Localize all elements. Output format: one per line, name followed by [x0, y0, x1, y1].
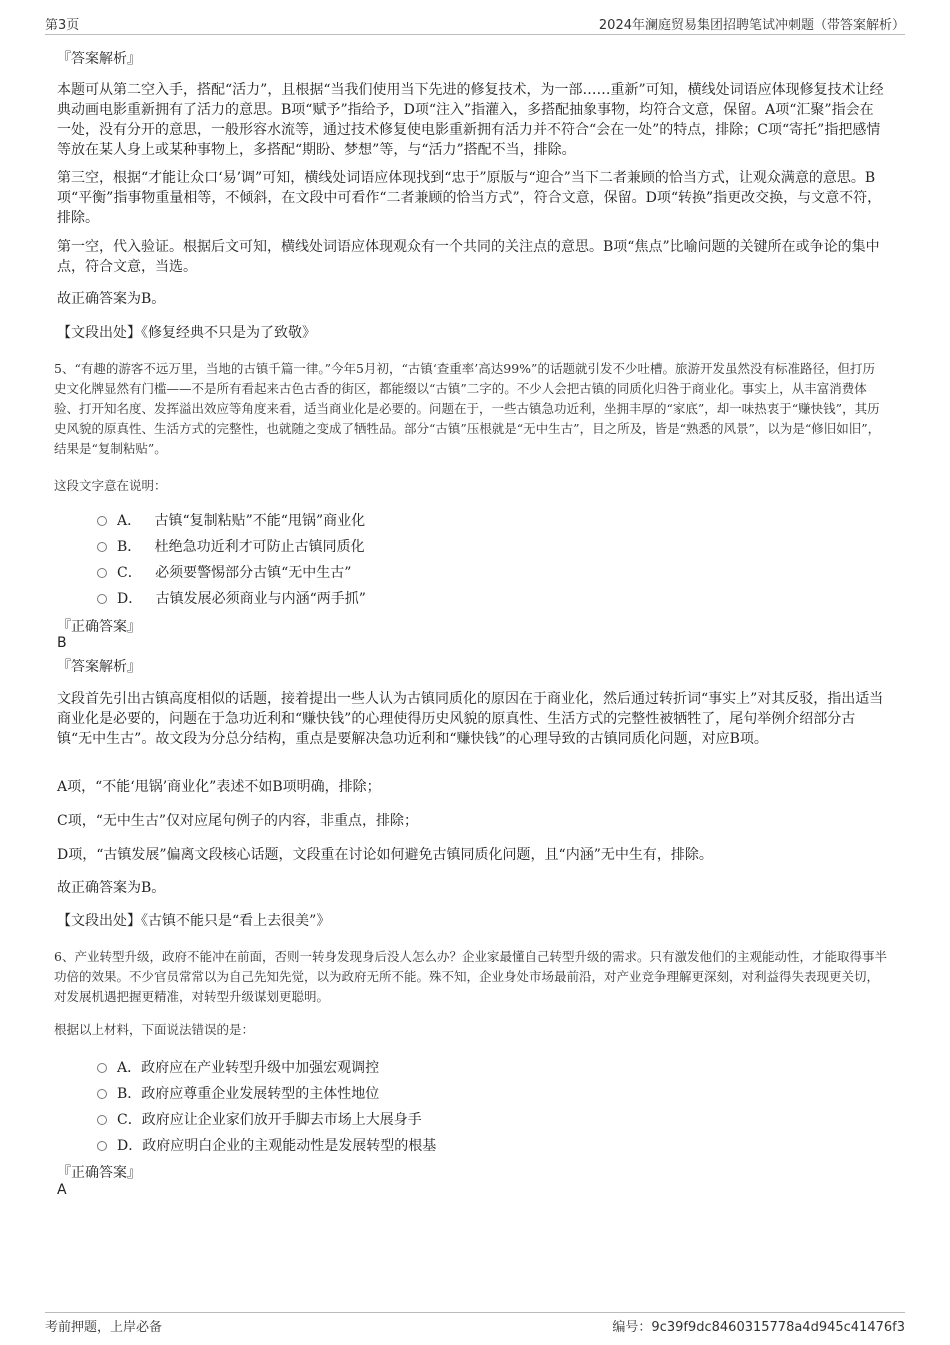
option-d[interactable]: D． 古镇发展必须商业与内涵“两手抓”: [97, 588, 366, 608]
option-d[interactable]: D．政府应明白企业的主观能动性是发展转型的根基: [97, 1135, 436, 1155]
conclusion: 故正确答案为B。: [57, 291, 166, 307]
analysis-paragraph: C项，“无中生古”仅对应尾句例子的内容，非重点，排除；: [57, 813, 419, 829]
page-footer: [45, 1312, 905, 1335]
question-stem: 6、产业转型升级，政府不能冲在前面，否则一转身发现身后没人怎么办？企业家最懂自己转型升级的需求。只有激发他们的主观能动性，才能取得事半功倍的效果。不少官员常常以为自己先知先觉，以为政府无所不能。殊不知，企业身处市场最前沿，对产业竞争理解更深刻，对利益得失表现更关切，对发展机遇把握更精准，对转型升级谋划更聪明。: [54, 949, 887, 1004]
question-prompt: 这段文字意在说明：: [54, 478, 167, 493]
radio-icon[interactable]: [97, 568, 107, 578]
analysis-paragraph: 第一空，代入验证。根据后文可知，横线处词语应体现观众有一个共同的关注点的意思。B项“焦点”比喻问题的关键所在或争论的集中点，符合文意，当选。: [57, 239, 880, 275]
footer-slogan: 考前押题，上岸必备: [45, 1320, 163, 1335]
radio-icon[interactable]: [97, 1089, 107, 1099]
analysis-label: 『答案解析』: [57, 51, 141, 67]
analysis-paragraph: A项，“不能‘甩锅’商业化”表述不如B项明确，排除；: [57, 779, 381, 795]
analysis-paragraph: 文段首先引出古镇高度相似的话题，接着提出一些人认为古镇同质化的原因在于商业化，然后通过转折词“事实上”对其反驳，指出适当商业化是必要的，问题在于急功近利和“赚快钱”的心理使得历史风貌的原真性、生活方式的完整性被牺牲了，尾句举例介绍部分古镇“无中生古”。故文段为分总分结构，重点是要解决急功近利和“赚快钱”的心理导致的古镇同质化问题，对应B项。: [57, 691, 884, 747]
radio-icon[interactable]: [97, 542, 107, 552]
document-title: 2024年澜庭贸易集团招聘笔试冲刺题（带答案解析）: [598, 18, 905, 33]
question-prompt: 根据以上材料，下面说法错误的是：: [54, 1022, 255, 1037]
radio-icon[interactable]: [97, 1141, 107, 1151]
correct-answer: B: [57, 635, 67, 651]
document-code: 编号：9c39f9dc8460315778a4d945c41476f3: [612, 1320, 905, 1335]
radio-icon[interactable]: [97, 1115, 107, 1125]
option-c[interactable]: C． 必须要警惕部分古镇“无中生古”: [97, 562, 351, 582]
analysis-paragraph: 本题可从第二空入手，搭配“活力”，且根据“当我们使用当下先进的修复技术，为一部……重新”可知，横线处词语应体现修复技术让经典动画电影重新拥有了活力的意思。B项“赋予”指给予，D项“注入”指灌入，多搭配抽象事物，均符合文意，保留。A项“汇聚”指会在一处，没有分开的意思，一般形容水流等，通过技术修复使电影重新拥有活力并不符合“会在一处”的特点，排除；C项“寄托”指把感情等放在某人身上或某种事物上，多搭配“期盼、梦想”等，与“活力”搭配不当，排除。: [57, 82, 884, 158]
analysis-label: 『答案解析』: [57, 659, 141, 675]
conclusion: 故正确答案为B。: [57, 880, 166, 896]
analysis-paragraph: D项，“古镇发展”偏离文段核心话题，文段重在讨论如何避免古镇同质化问题，且“内涵”无中生有，排除。: [57, 847, 713, 863]
option-c[interactable]: C．政府应让企业家们放开手脚去市场上大展身手: [97, 1109, 422, 1129]
page-header: [45, 12, 905, 35]
option-a[interactable]: A． 古镇“复制粘贴”不能“甩锅”商业化: [97, 510, 365, 530]
option-b[interactable]: B．政府应尊重企业发展转型的主体性地位: [97, 1083, 379, 1103]
source-citation: 【文段出处】《古镇不能只是“看上去很美”》: [57, 913, 331, 929]
radio-icon[interactable]: [97, 594, 107, 604]
correct-answer-label: 『正确答案』: [57, 1165, 141, 1181]
correct-answer: A: [57, 1182, 67, 1198]
radio-icon[interactable]: [97, 516, 107, 526]
option-b[interactable]: B． 杜绝急功近利才可防止古镇同质化: [97, 536, 365, 556]
option-a[interactable]: A．政府应在产业转型升级中加强宏观调控: [97, 1057, 379, 1077]
analysis-paragraph: 第三空，根据“才能让众口‘易’调”可知，横线处词语应体现找到“忠于”原版与“迎合”当下二者兼顾的恰当方式，让观众满意的意思。B项“平衡”指事物重量相等，不倾斜，在文段中可看作“二者兼顾的恰当方式”，符合文意，保留。D项“转换”指更改交换，与文意不符，排除。: [57, 170, 882, 226]
source-citation: 【文段出处】《修复经典不只是为了致敬》: [57, 325, 316, 341]
correct-answer-label: 『正确答案』: [57, 619, 141, 635]
question-stem: 5、“有趣的游客不远万里，当地的古镇千篇一律。”今年5月初，“古镇‘查重率’高达99%”的话题就引发不少吐槽。旅游开发虽然没有标准路径，但打历史文化牌显然有门槛——不是所有看起来古色古香的街区，都能缀以“古镇”二字的。不少人会把古镇的同质化归咎于商业化。事实上，从丰富消费体验、打开知名度、发挥溢出效应等角度来看，适当商业化是必要的。问题在于，一些古镇急功近利，坐拥丰厚的“家底”，却一味热衷于“赚快钱”，其历史风貌的原真性、生活方式的完整性，也就随之变成了牺牲品。部分“古镇”压根就是“无中生古”，目之所及，皆是“熟悉的风景”，以为是“修旧如旧”，结果是“复制粘贴”。: [54, 361, 881, 456]
radio-icon[interactable]: [97, 1063, 107, 1073]
page-number: 第3页: [45, 18, 80, 33]
